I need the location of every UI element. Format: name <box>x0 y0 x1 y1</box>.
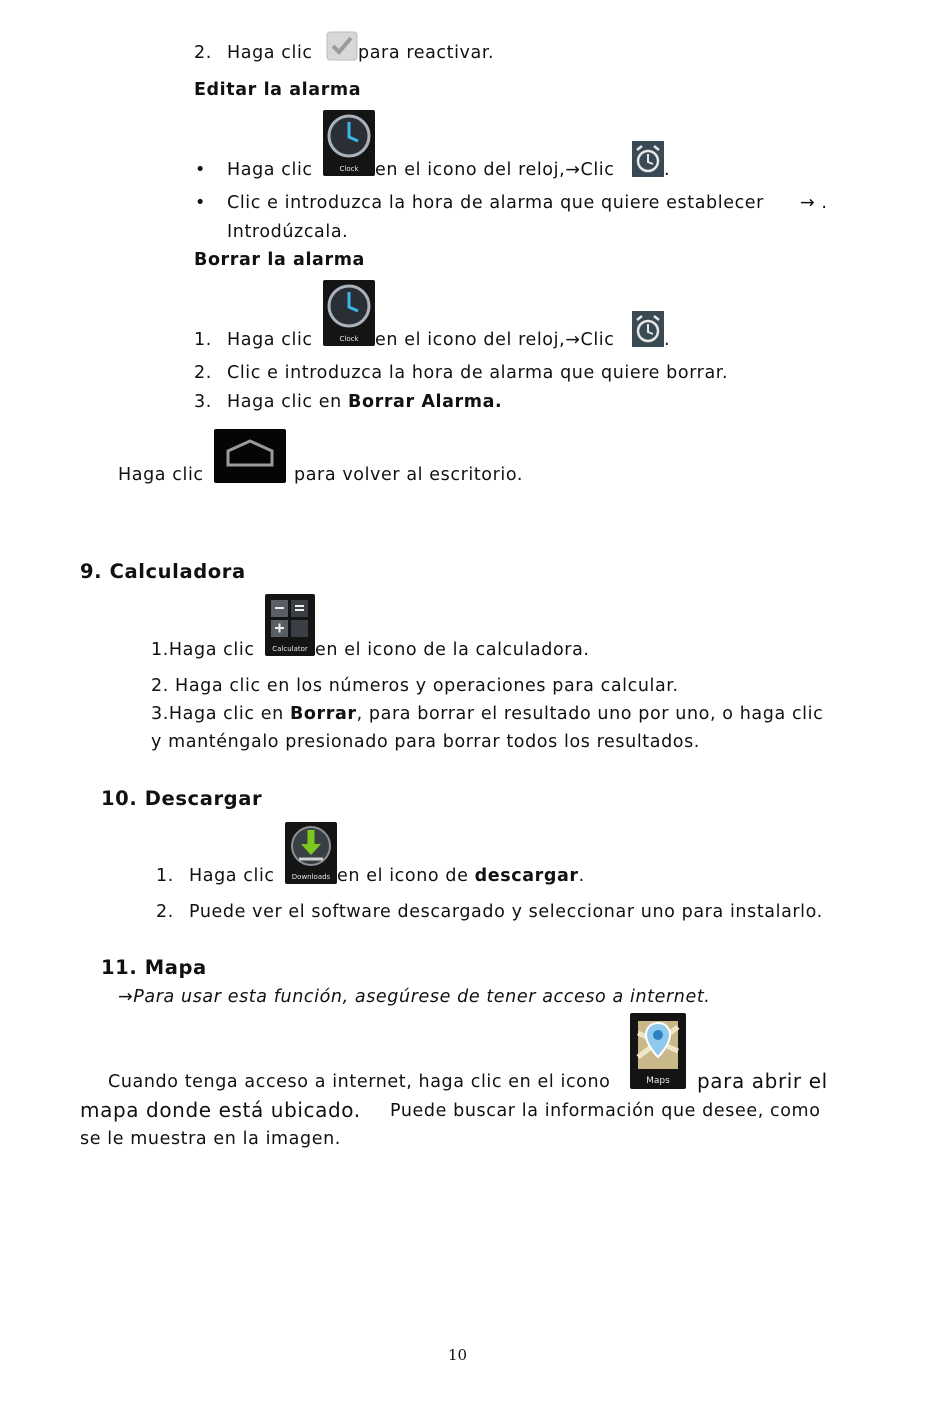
step-number: 3. <box>194 392 212 412</box>
downloads-icon <box>285 822 337 884</box>
step-text: Introdúzcala. <box>227 222 349 242</box>
step-text: . <box>664 160 671 180</box>
step-text-plain: 3.Haga clic en <box>151 704 290 724</box>
note-text: →Para usar esta función, asegúrese de tener acceso a internet. <box>118 987 711 1007</box>
step-text-plain: en el icono de <box>337 866 475 886</box>
step-text: Haga clic <box>189 866 275 886</box>
step-number: 2. <box>156 902 174 922</box>
step-text-plain: , para borrar el resultado uno por uno, o haga clic <box>356 704 824 724</box>
step-text-plain: . <box>578 866 585 886</box>
step-text: Haga clic <box>118 465 204 485</box>
step-text: Haga clic <box>227 43 313 63</box>
calculator-icon-caption: Calculator <box>272 645 308 653</box>
clock-icon-caption: Clock <box>339 165 359 173</box>
section-heading-calculator: 9. Calculadora <box>80 560 246 583</box>
alarm-clock-icon <box>632 141 664 182</box>
step-number: 2. <box>194 363 212 383</box>
paragraph-text: para abrir el <box>697 1069 828 1093</box>
step-text: 2. Haga clic en los números y operaciones para calcular. <box>151 676 679 696</box>
step-text: en el icono de la calculadora. <box>315 640 590 660</box>
step-text: y manténgalo presionado para borrar todos los resultados. <box>151 732 700 752</box>
step-text <box>151 704 823 724</box>
paragraph-text: se le muestra en la imagen. <box>80 1129 341 1149</box>
maps-icon <box>630 1013 686 1089</box>
section-heading-download: 10. Descargar <box>101 787 263 810</box>
step-text: en el icono del reloj,→Clic <box>375 160 615 180</box>
section-heading-map: 11. Mapa <box>101 956 207 979</box>
step-text: 1.Haga clic <box>151 640 255 660</box>
step-text <box>227 392 502 412</box>
section-heading-delete-alarm: Borrar la alarma <box>194 250 365 270</box>
maps-icon-caption: Maps <box>646 1076 670 1086</box>
step-text: para volver al escritorio. <box>294 465 524 485</box>
page-number: 10 <box>447 1346 468 1364</box>
step-number: 1. <box>156 866 174 886</box>
step-number: 2. <box>194 43 212 63</box>
step-text: . <box>664 330 671 350</box>
step-text: en el icono del reloj,→Clic <box>375 330 615 350</box>
paragraph-text: Cuando tenga acceso a internet, haga clic en el icono <box>108 1072 611 1092</box>
step-text: Clic e introduzca la hora de alarma que quiere borrar. <box>227 363 729 383</box>
paragraph-text: mapa donde está ubicado. <box>80 1098 361 1122</box>
calculator-icon <box>265 594 315 656</box>
step-text: Clic e introduzca la hora de alarma que quiere establecer <box>227 193 764 213</box>
alarm-clock-icon <box>632 311 664 352</box>
step-text-bold: descargar <box>474 866 579 886</box>
bullet: • <box>195 193 206 213</box>
downloads-icon-caption: Downloads <box>291 873 331 881</box>
step-text-bold: Borrar <box>289 704 357 724</box>
step-text-bold: Borrar Alarma. <box>348 392 503 412</box>
clock-icon <box>323 110 375 176</box>
step-number: 1. <box>194 330 212 350</box>
step-text: Haga clic <box>227 330 313 350</box>
bullet: • <box>195 160 206 180</box>
step-text-plain: Haga clic en <box>227 392 349 412</box>
home-icon <box>214 429 286 483</box>
step-text: Puede ver el software descargado y seleccionar uno para instalarlo. <box>189 902 823 922</box>
clock-icon-caption: Clock <box>339 335 359 343</box>
checkbox-checked-icon <box>326 31 358 66</box>
step-text: para reactivar. <box>358 43 495 63</box>
clock-icon <box>323 280 375 346</box>
step-text: Haga clic <box>227 160 313 180</box>
section-heading-edit-alarm: Editar la alarma <box>194 80 362 100</box>
paragraph-text: Puede buscar la información que desee, como <box>390 1101 821 1121</box>
step-text <box>337 866 585 886</box>
step-text: → . <box>800 193 828 213</box>
